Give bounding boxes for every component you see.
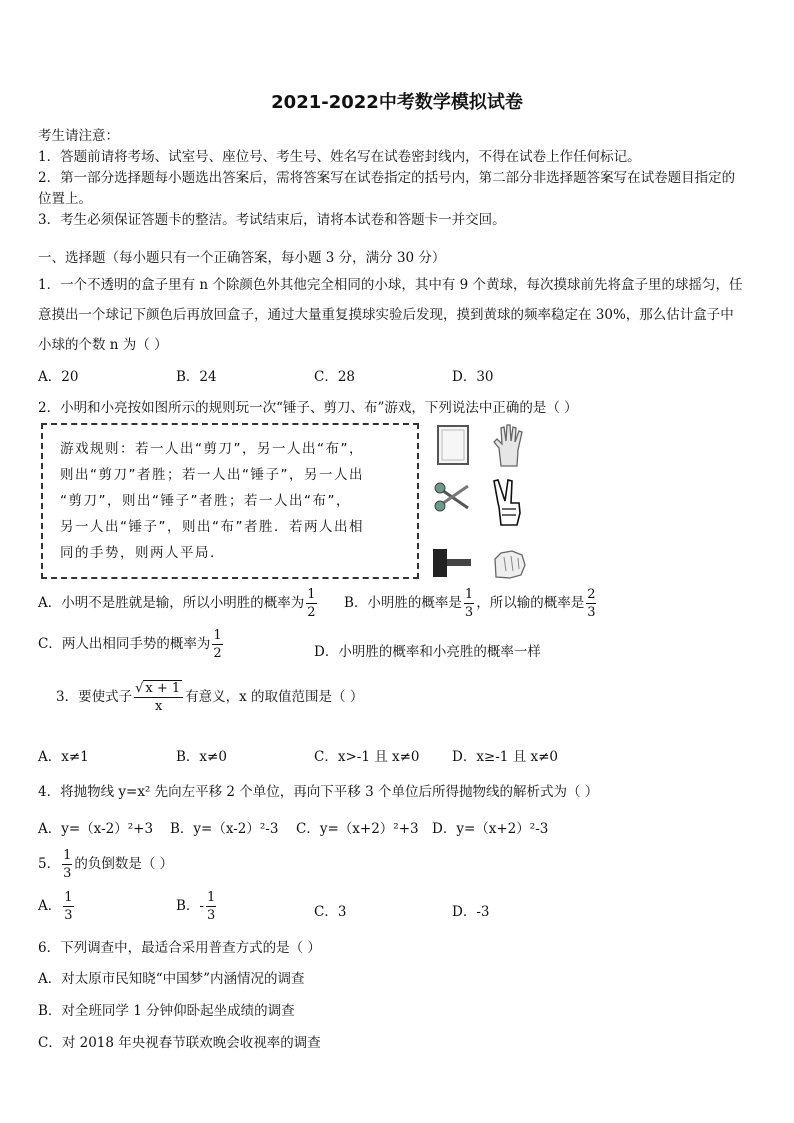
fraction-numerator: √ x + 1 [134, 682, 183, 698]
q2-option-b: B．小明胜的概率是 [344, 595, 462, 611]
fraction-half [306, 588, 316, 619]
q1-option-b: B．24 [176, 369, 217, 385]
open-hand-icon [491, 422, 527, 468]
option-label: A． [38, 898, 62, 914]
fraction-denominator: x [154, 699, 163, 714]
fraction-denominator: 2 [307, 605, 316, 620]
q2-option-a-row [38, 588, 319, 619]
q3-post: 有意义，x 的取值范围是（ ） [185, 689, 364, 705]
q1-line: 小球的个数 n 为（ ） [38, 337, 168, 353]
q6-option-c: C．对 2018 年央视春节联欢晚会收视率的调查 [38, 1035, 321, 1051]
q4-option-c: C．y=（x+2）²+3 [296, 821, 419, 837]
fraction-denominator: 3 [64, 908, 73, 923]
option-label: B．- [176, 898, 204, 914]
q5-stem [38, 849, 173, 880]
q2-option-b-mid: ，所以输的概率是 [476, 595, 585, 611]
q4-stem: 4．将抛物线 y=x² 先向左平移 2 个单位，再向下平移 3 个单位后所得抛物线的解析式为（ ） [38, 784, 599, 800]
q3-expression [134, 682, 183, 713]
q4-option-b: B．y=（x-2）²-3 [170, 821, 279, 837]
fraction-numerator: 1 [64, 890, 73, 905]
q6-option-b: B．对全班同学 1 分钟仰卧起坐成绩的调查 [38, 1003, 295, 1019]
q5-post: 的负倒数是（ ） [74, 856, 174, 872]
fraction-third [464, 588, 474, 619]
q5-option-a [38, 891, 76, 922]
rule-line: 则出“剪刀”者胜；若一人出“锤子”，另一人出 [60, 467, 364, 483]
section-heading: 一、选择题（每小题只有一个正确答案，每小题 3 分，满分 30 分） [38, 250, 446, 266]
q3-option-c: C．x>-1 且 x≠0 [314, 749, 420, 765]
q1-option-a: A．20 [38, 369, 79, 385]
q2-option-c-row [38, 629, 225, 660]
rule-line: “剪刀”，则出“锤子”者胜；若一人出“布”， [60, 493, 351, 509]
fraction-denominator: 3 [587, 605, 596, 620]
fraction-numerator: 1 [307, 587, 316, 602]
q2-option-d: D．小明胜的概率和小亮胜的概率一样 [314, 644, 541, 660]
sqrt-radicand: x + 1 [145, 681, 181, 696]
game-rules-text [60, 436, 410, 566]
q5-option-d: D．-3 [452, 904, 490, 920]
notice-item: 3．考生必须保证答题卡的整洁。考试结束后，请将本试卷和答题卡一并交回。 [38, 212, 506, 228]
fraction-denominator: 2 [213, 646, 222, 661]
fraction-half [212, 629, 222, 660]
notice-heading: 考生请注意： [38, 128, 119, 144]
q2-option-a: A．小明不是胜就是输，所以小明胜的概率为 [38, 595, 305, 611]
fraction-third [63, 891, 73, 922]
fraction-numerator: 1 [464, 587, 474, 602]
page-title: 2021-2022中考数学模拟试卷 [271, 92, 523, 113]
fraction-third [62, 849, 72, 880]
q2-option-c: C．两人出相同手势的概率为 [38, 636, 211, 652]
fraction-denominator: 3 [464, 605, 474, 620]
rule-line: 另一人出“锤子”，则出“布”者胜．若两人出相 [60, 519, 364, 535]
fraction-denominator: 3 [206, 908, 216, 923]
notice-item: 2．第一部分选择题每小题选出答案后，需将答案写在试卷指定的括号内，第二部分非选择题答案写在试卷题目指定的 [38, 170, 736, 186]
fraction-numerator: 2 [587, 587, 596, 602]
q4-option-d: D．y=（x+2）²-3 [432, 821, 549, 837]
notice-item: 1．答题前请将考场、试室号、座位号、考生号、姓名写在试卷密封线内，不得在试卷上作任何标记。 [38, 149, 641, 165]
fraction-denominator: 3 [63, 866, 72, 881]
fist-icon [492, 547, 528, 581]
notice-item: 位置上。 [38, 191, 92, 207]
q3-option-a: A．x≠1 [38, 749, 89, 765]
q4-option-a: A．y=（x-2）²+3 [38, 821, 154, 837]
fraction-numerator: 1 [63, 848, 72, 863]
fraction-third [206, 891, 216, 922]
fraction-numerator: 1 [213, 628, 222, 643]
victory-hand-icon [492, 477, 526, 527]
q5-pre: 5． [38, 856, 61, 872]
fraction-numerator: 1 [206, 890, 216, 905]
q1-option-c: C．28 [314, 369, 356, 385]
hammer-icon [430, 546, 474, 580]
q3-option-b: B．x≠0 [176, 749, 227, 765]
q6-stem: 6．下列调查中，最适合采用普查方式的是（ ） [38, 940, 321, 956]
q5-option-c: C．3 [314, 904, 347, 920]
q2-option-b-row [344, 588, 598, 619]
paper-icon [436, 424, 470, 466]
q2-stem: 2．小明和小亮按如图所示的规则玩一次“锤子、剪刀、布”游戏，下列说法中正确的是（ ） [38, 400, 578, 416]
fraction-two-thirds [586, 588, 596, 619]
q1-line: 1．一个不透明的盒子里有 n 个除颜色外其他完全相同的小球，其中有 9 个黄球，每次摸球前先将盒子里的球摇匀，任 [38, 277, 743, 293]
q1-option-d: D．30 [452, 369, 494, 385]
rule-line: 同的手势，则两人平局． [60, 545, 225, 561]
q5-option-b [176, 891, 218, 922]
scissors-icon [432, 480, 472, 514]
q3-option-d: D．x≥-1 且 x≠0 [452, 749, 558, 765]
rule-line: 游戏规则：若一人出“剪刀”，另一人出“布”， [60, 441, 364, 457]
q3-pre: 3．要使式子 [56, 689, 133, 705]
q6-option-a: A．对太原市民知晓“中国梦”内涵情况的调查 [38, 971, 305, 987]
q1-line: 意摸出一个球记下颜色后再放回盒子，通过大量重复摸球实验后发现，摸到黄球的频率稳定在 30%，那么估计盒子中 [38, 307, 734, 323]
q3-stem [56, 682, 363, 713]
